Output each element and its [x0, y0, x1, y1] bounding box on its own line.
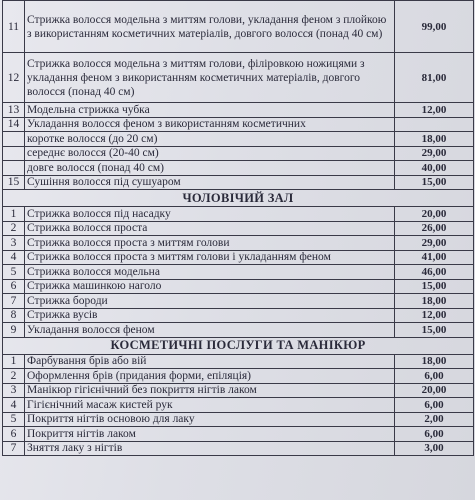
service-name: Стрижка волосся проста [25, 221, 395, 236]
row-number: 15 [3, 175, 25, 190]
service-name: Сушіння волосся під сушуаром [25, 175, 395, 190]
row-number: 13 [3, 103, 25, 118]
service-price: 15,00 [395, 279, 474, 294]
price-table [2, 0, 474, 456]
row-number: 3 [3, 383, 25, 398]
row-number: 5 [3, 412, 25, 427]
service-name: Стрижка вусів [25, 308, 395, 323]
table-row [3, 1, 474, 53]
table-row [3, 146, 474, 161]
service-name: Зняття лаку з нігтів [25, 441, 395, 456]
service-price: 18,00 [395, 354, 474, 369]
service-price: 29,00 [395, 146, 474, 161]
row-number: 12 [3, 53, 25, 103]
service-price: 41,00 [395, 250, 474, 265]
row-number: 9 [3, 323, 25, 338]
row-number: 8 [3, 308, 25, 323]
service-name: Манікюр гігієнічний без покриття нігтів лаком [25, 383, 395, 398]
row-number: 11 [3, 1, 25, 53]
row-number: 2 [3, 369, 25, 384]
service-price: 12,00 [395, 103, 474, 118]
row-number: 5 [3, 265, 25, 280]
service-price: 46,00 [395, 265, 474, 280]
service-name: середнє волосся (20-40 см) [25, 146, 395, 161]
service-price: 99,00 [395, 1, 474, 53]
row-number: 7 [3, 294, 25, 309]
table-row [3, 323, 474, 338]
service-name: Покриття нігтів основою для лаку [25, 412, 395, 427]
service-price: 15,00 [395, 323, 474, 338]
service-name: Стрижка бороди [25, 294, 395, 309]
service-name: Фарбування брів або вій [25, 354, 395, 369]
table-row [3, 441, 474, 456]
service-price: 3,00 [395, 441, 474, 456]
table-row [3, 161, 474, 176]
section-header [3, 190, 474, 207]
table-row [3, 236, 474, 251]
service-name: довге волосся (понад 40 см) [25, 161, 395, 176]
row-number: 1 [3, 207, 25, 222]
service-name: Покриття нігтів лаком [25, 427, 395, 442]
row-number: 6 [3, 279, 25, 294]
service-name: Оформлення брів (придания форми, епіляція) [25, 369, 395, 384]
service-name: коротке волосся (до 20 см) [25, 132, 395, 147]
table-row [3, 250, 474, 265]
row-number: 1 [3, 354, 25, 369]
table-row [3, 103, 474, 118]
service-name: Стрижка волосся проста з миттям голови і укладанням феном [25, 250, 395, 265]
service-name: Гігієнічний масаж кистей рук [25, 398, 395, 413]
table-row [3, 175, 474, 190]
service-name: Стрижка волосся модельна [25, 265, 395, 280]
table-row [3, 53, 474, 103]
table-row [3, 383, 474, 398]
service-price: 2,00 [395, 412, 474, 427]
section-header [3, 337, 474, 354]
service-price: 6,00 [395, 369, 474, 384]
service-price: 15,00 [395, 175, 474, 190]
service-name: Модельна стрижка чубка [25, 103, 395, 118]
service-name: Укладання волосся феном з використанням косметичних [25, 117, 395, 132]
service-price: 6,00 [395, 398, 474, 413]
table-row [3, 132, 474, 147]
table-row [3, 265, 474, 280]
row-number [3, 161, 25, 176]
table-row [3, 294, 474, 309]
row-number: 7 [3, 441, 25, 456]
service-price [395, 117, 474, 132]
row-number: 3 [3, 236, 25, 251]
table-row [3, 369, 474, 384]
row-number [3, 146, 25, 161]
row-number: 4 [3, 398, 25, 413]
table-row [3, 279, 474, 294]
service-name: Стрижка машинкою наголо [25, 279, 395, 294]
service-price: 18,00 [395, 132, 474, 147]
table-row [3, 412, 474, 427]
table-row [3, 398, 474, 413]
table-row [3, 308, 474, 323]
service-name: Стрижка волосся під насадку [25, 207, 395, 222]
service-price: 81,00 [395, 53, 474, 103]
row-number [3, 132, 25, 147]
table-row [3, 221, 474, 236]
table-row [3, 354, 474, 369]
service-name: Стрижка волосся проста з миттям голови [25, 236, 395, 251]
price-table-body [3, 1, 474, 456]
service-price: 18,00 [395, 294, 474, 309]
service-price: 20,00 [395, 383, 474, 398]
service-price: 6,00 [395, 427, 474, 442]
service-name: Стрижка волосся модельна з миттям голови, філіровкою ножицями з укладання феном з використанням косметичних матеріалів, довгого волосся (понад 40 см) [25, 53, 395, 103]
table-row [3, 117, 474, 132]
table-row [3, 207, 474, 222]
service-price: 20,00 [395, 207, 474, 222]
service-price: 12,00 [395, 308, 474, 323]
row-number: 2 [3, 221, 25, 236]
service-price: 26,00 [395, 221, 474, 236]
service-price: 40,00 [395, 161, 474, 176]
row-number: 14 [3, 117, 25, 132]
service-name: Укладання волосся феном [25, 323, 395, 338]
service-name: Стрижка волосся модельна з миттям голови, укладання феном з плойкою з використанням косметичних матеріалів, довгого волосся (понад 40 см) [25, 1, 395, 53]
service-price: 29,00 [395, 236, 474, 251]
section-title: ЧОЛОВІЧИЙ ЗАЛ [3, 190, 474, 207]
section-title: КОСМЕТИЧНІ ПОСЛУГИ ТА МАНІКЮР [3, 337, 474, 354]
row-number: 6 [3, 427, 25, 442]
table-row [3, 427, 474, 442]
row-number: 4 [3, 250, 25, 265]
